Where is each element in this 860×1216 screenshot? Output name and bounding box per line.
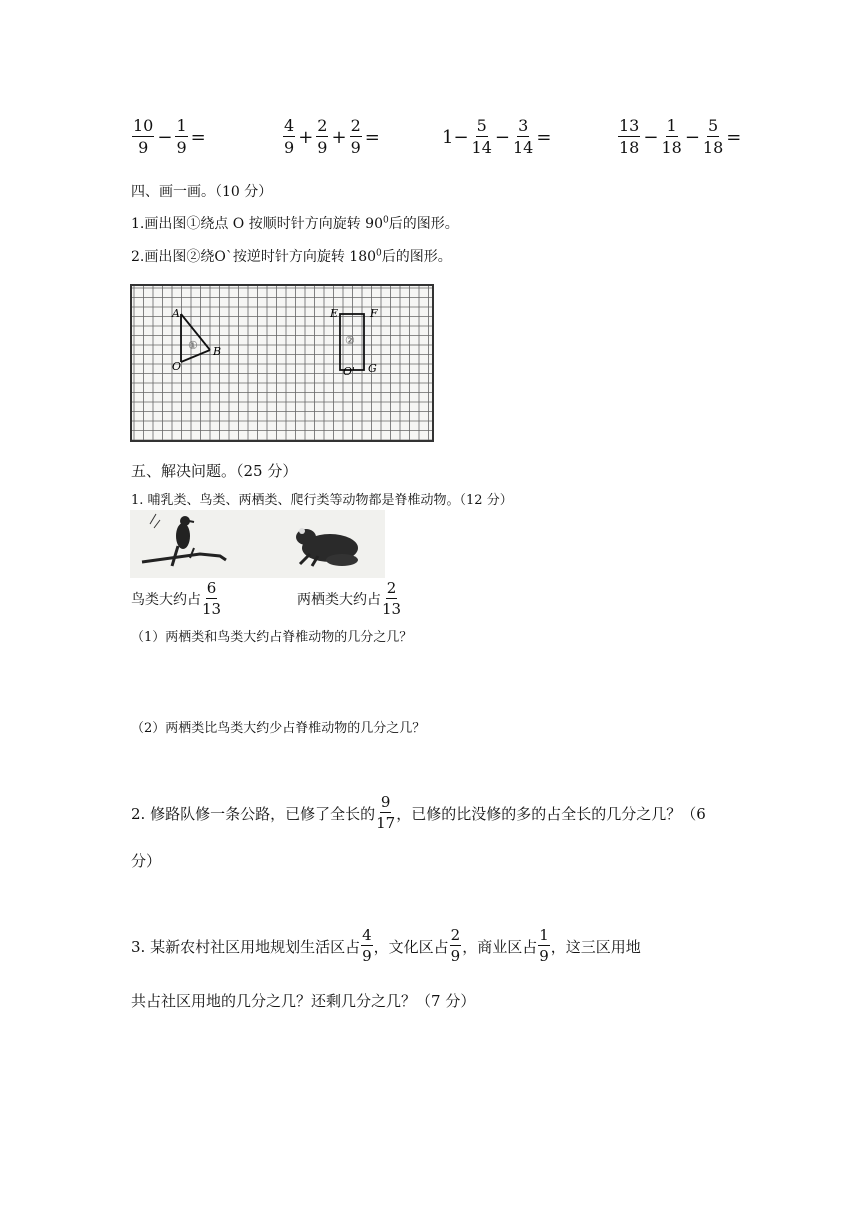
section4-heading: 四、画一画。（10 分） (131, 184, 273, 200)
label-b: B (213, 345, 222, 358)
fraction (703, 118, 723, 156)
fraction (472, 118, 492, 156)
operator: + (331, 126, 347, 148)
rotation-grid-figure (130, 284, 434, 442)
fraction (350, 118, 362, 156)
denominator: 18 (702, 138, 724, 157)
numerator: 4 (284, 116, 295, 135)
frog-fraction: $\frac{2}{13}$ (382, 579, 402, 618)
label-f: F (370, 307, 378, 320)
operator: + (298, 126, 314, 148)
bird-fraction: $\frac{6}{13}$ (202, 579, 222, 618)
calc-expression (440, 118, 553, 156)
animals-image (130, 510, 385, 578)
fraction (283, 118, 295, 156)
commercial-area-fraction: $\frac{1}{9}$ (539, 926, 549, 965)
operator: = (190, 126, 206, 148)
label-e: E (330, 307, 339, 320)
shape-1-number: ① (188, 339, 198, 352)
calc-expression (617, 118, 743, 156)
numerator: 1 (666, 116, 677, 135)
denominator: 9 (176, 138, 187, 157)
denominator: 9 (138, 138, 149, 157)
bird-fraction-label: 鸟类大约占 $\frac{6}{13}$ (131, 579, 222, 618)
fraction (513, 118, 533, 156)
denominator: 9 (350, 138, 361, 157)
numerator: 1 (176, 116, 187, 135)
fraction (618, 118, 640, 156)
problem-2-text-line2: 分） (131, 852, 162, 870)
shape-2-number: ② (345, 334, 355, 347)
operator: = (536, 126, 552, 148)
numerator: 13 (619, 116, 640, 135)
section5-heading: 五、解决问题。（25 分） (131, 462, 298, 480)
fraction (132, 118, 154, 156)
denominator: 14 (513, 138, 534, 157)
denominator: 9 (284, 138, 295, 157)
subquestion-1: （1）两栖类和鸟类大约占脊椎动物的几分之几？ (131, 630, 413, 645)
fraction (316, 118, 328, 156)
operator: − (494, 126, 510, 148)
problem-3-text: 3. 某新农村社区用地规划生活区占 $\frac{4}{9}$ ，文化区占 $\frac{2}{9}$ ，商业区占 $\frac{1}{9}$ ，这三区用地 (131, 926, 641, 965)
subquestion-2: （2）两栖类比鸟类大约少占脊椎动物的几分之几？ (131, 721, 426, 736)
label-a: A (172, 307, 180, 320)
fraction (661, 118, 681, 156)
label-o-prime: O' (343, 365, 356, 378)
problem-2-text: 2. 修路队修一条公路，已修了全长的 $\frac{9}{17}$ ，已修的比没修的多的占全长的几分之几？（6 (131, 793, 706, 832)
operator: − (157, 126, 173, 148)
calc-expression (282, 118, 382, 156)
operator: − (643, 126, 659, 148)
culture-area-fraction: $\frac{2}{9}$ (450, 926, 461, 965)
numerator: 2 (350, 116, 361, 135)
frog-fraction-label: 两栖类大约占 $\frac{2}{13}$ (297, 579, 402, 618)
denominator: 18 (661, 138, 682, 157)
operator: 1− (442, 126, 469, 148)
denominator: 9 (317, 138, 328, 157)
problem-2-fraction: $\frac{9}{17}$ (376, 793, 396, 832)
draw-question-1: 1.画出图①绕点 O 按顺时针方向旋转 $90^0$后的图形。 (131, 215, 459, 232)
denominator: 14 (471, 138, 492, 157)
fraction (175, 118, 187, 156)
problem-3-text-line2: 共占社区用地的几分之几？还剩几分之几？（7 分） (131, 992, 476, 1010)
label-o: O (172, 360, 182, 373)
label-g: G (368, 362, 377, 375)
numerator: 5 (707, 116, 719, 135)
numerator: 5 (476, 116, 487, 135)
numerator: 10 (133, 116, 154, 135)
living-area-fraction: $\frac{4}{9}$ (362, 926, 372, 965)
draw-question-2: 2.画出图②绕O`按逆时针方向旋转 $180^0$后的图形。 (131, 248, 452, 265)
calc-expression (131, 118, 208, 156)
denominator: 18 (619, 138, 640, 157)
numerator: 3 (518, 116, 529, 135)
numerator: 2 (317, 116, 328, 135)
operator: − (684, 126, 700, 148)
problem-1-text: 1. 哺乳类、鸟类、两栖类、爬行类等动物都是脊椎动物。（12 分） (131, 493, 513, 508)
operator: = (726, 126, 742, 148)
operator: = (364, 126, 380, 148)
